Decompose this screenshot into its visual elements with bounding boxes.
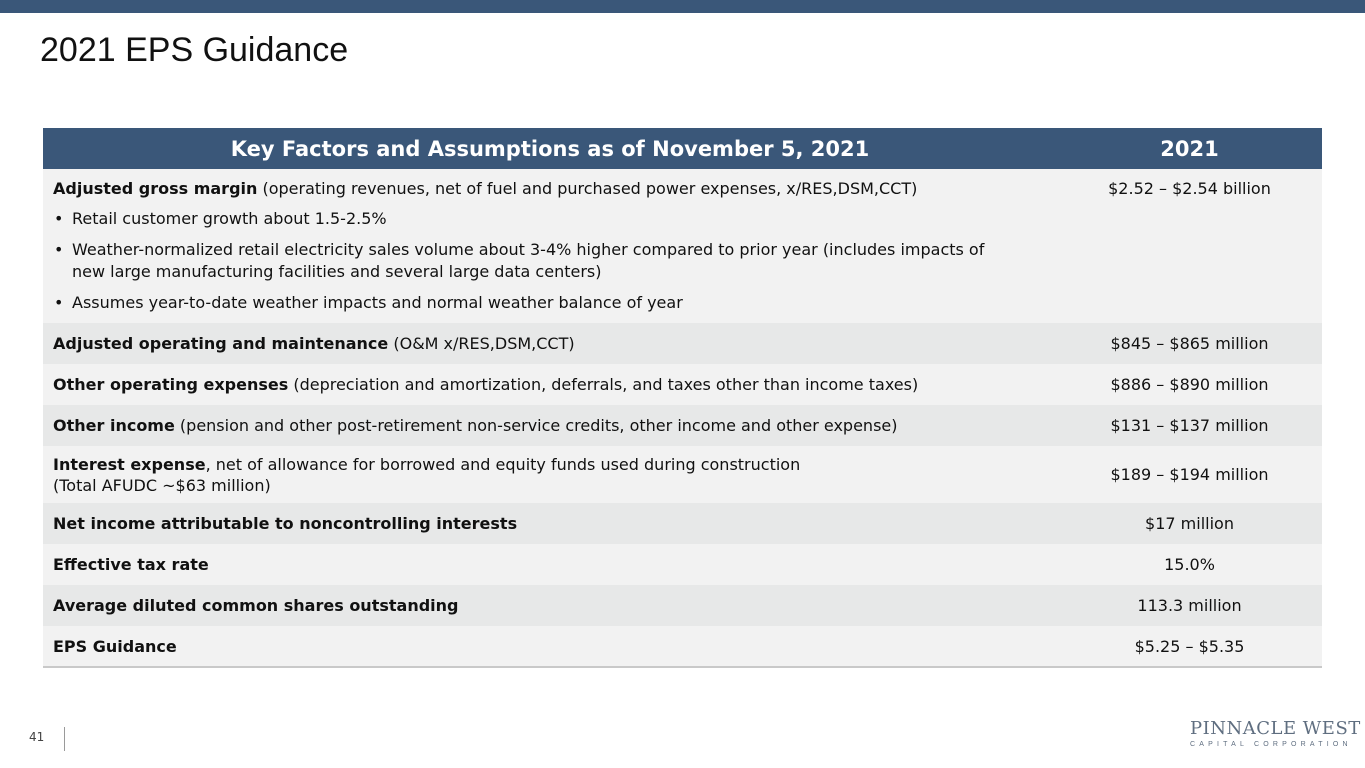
bullet-text: Assumes year-to-date weather impacts and normal weather balance of year (72, 293, 683, 312)
table-row (43, 544, 1322, 585)
factor-bold-label: Adjusted operating and maintenance (53, 334, 389, 353)
factor-description: , net of allowance for borrowed and equity funds used during construction (205, 454, 801, 474)
table-row (43, 364, 1322, 405)
factor-bold-label: Effective tax rate (53, 555, 209, 574)
page-title: 2021 EPS Guidance (40, 31, 349, 69)
factor-description: (O&M x/RES,DSM,CCT) (388, 334, 575, 353)
factor-bold-label: Other income (53, 416, 175, 435)
table-row (43, 503, 1322, 544)
value-cell: $2.52 – $2.54 billion (1057, 169, 1322, 323)
factor-description: (depreciation and amortization, deferrals, and taxes other than income taxes) (288, 375, 919, 394)
table-header-row (43, 128, 1322, 169)
value-cell: $189 – $194 million (1057, 446, 1322, 503)
factor-description-line2: (Total AFUDC ~$63 million) (53, 475, 271, 495)
factors-column-header: Key Factors and Assumptions as of November 5, 2021 (43, 128, 1057, 169)
top-accent-bar (0, 0, 1365, 13)
list-item (53, 208, 1057, 230)
factor-cell (43, 626, 1057, 667)
factor-cell (43, 503, 1057, 544)
value-cell: $131 – $137 million (1057, 405, 1322, 446)
factor-bold-label: Interest expense (53, 454, 206, 474)
value-cell: 113.3 million (1057, 585, 1322, 626)
company-logo (1190, 718, 1361, 752)
guidance-table (43, 128, 1322, 668)
factor-cell (43, 544, 1057, 585)
assumption-bullet-list (53, 208, 1057, 314)
table-row (43, 626, 1322, 667)
factor-description: (pension and other post-retirement non-service credits, other income and other expense) (174, 416, 898, 435)
value-cell: $886 – $890 million (1057, 364, 1322, 405)
logo-subtitle: CAPITAL CORPORATION (1190, 741, 1352, 748)
value-cell: $5.25 – $5.35 (1057, 626, 1322, 667)
footer-divider (64, 727, 65, 751)
logo-wordmark: PINNACLE WEST (1190, 718, 1361, 739)
factor-bold-label: Other operating expenses (53, 375, 289, 394)
value-cell: 15.0% (1057, 544, 1322, 585)
table-row (43, 446, 1322, 503)
year-column-header: 2021 (1057, 128, 1322, 169)
factor-cell (43, 169, 1057, 323)
value-cell: $845 – $865 million (1057, 323, 1322, 364)
bullet-text: Retail customer growth about 1.5-2.5% (72, 209, 387, 228)
table-row (43, 405, 1322, 446)
factor-cell (43, 405, 1057, 446)
bullet-text: Weather-normalized retail electricity sales volume about 3-4% higher compared to prior year (includes impacts of new large manufacturing facilities and several large data centers) (72, 240, 985, 281)
table-row (43, 169, 1322, 323)
factor-cell (43, 323, 1057, 364)
page-number: 41 (29, 730, 45, 744)
factor-bold-label: EPS Guidance (53, 636, 177, 656)
value-cell: $17 million (1057, 503, 1322, 544)
list-item (53, 239, 1057, 283)
factor-cell (43, 364, 1057, 405)
factor-description: (operating revenues, net of fuel and purchased power expenses, x/RES,DSM,CCT) (257, 179, 918, 198)
table-row (43, 323, 1322, 364)
factor-bold-label: Net income attributable to noncontrolling interests (53, 514, 518, 533)
table-row (43, 585, 1322, 626)
factor-bold-label: Adjusted gross margin (53, 179, 258, 198)
factor-bold-label: Average diluted common shares outstanding (53, 596, 459, 615)
list-item (53, 292, 1057, 314)
factor-cell (43, 585, 1057, 626)
factor-cell (43, 446, 1057, 503)
